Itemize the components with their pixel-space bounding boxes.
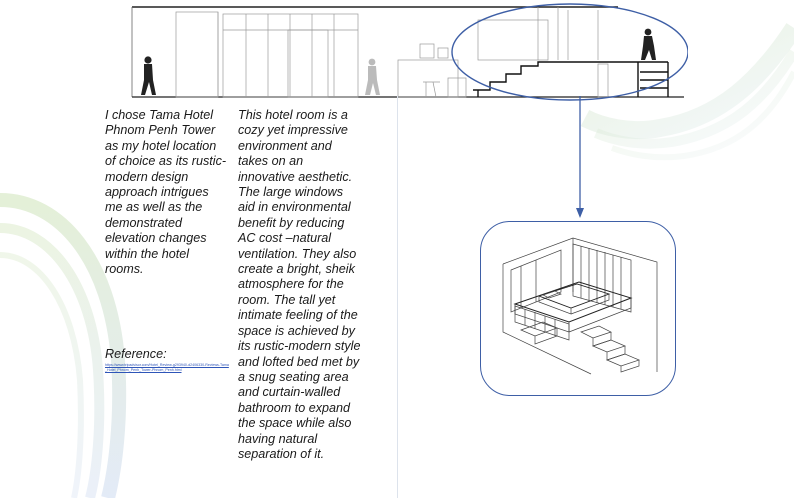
intro-paragraph: I chose Tama Hotel Phnom Penh Tower as my hotel location of choice as its rustic-modern design approach intrigues me as well as the demonstrated elevation changes within the hotel rooms. — [105, 108, 227, 277]
reference-link[interactable]: https://www.tripadvisor.com/Hotel_Review-g293940-d2406330-Reviews-Tama_Hotel_Phnom_Penh_Tower-Phnom_Penh.html — [105, 363, 229, 372]
elevation-drawing — [128, 0, 688, 112]
isometric-room-drawing — [481, 222, 675, 395]
isometric-room-frame — [480, 221, 676, 396]
down-arrow-icon — [572, 96, 588, 220]
reference-title: Reference: — [105, 347, 167, 361]
description-paragraph: This hotel room is a cozy yet impressive environment and takes on an innovative aesthetic. The large windows aid in environmental benefit by reducing AC cost –natural ventilation. They also create a bright, sheik atmosphere for the room. The tall yet intimate feeling of the space is achieved by its rustic-modern style and lofted bed met by a snug seating area and curtain-walled bathroom to expand the space while also having natural separation of it. — [238, 108, 361, 461]
column-divider — [397, 96, 398, 498]
